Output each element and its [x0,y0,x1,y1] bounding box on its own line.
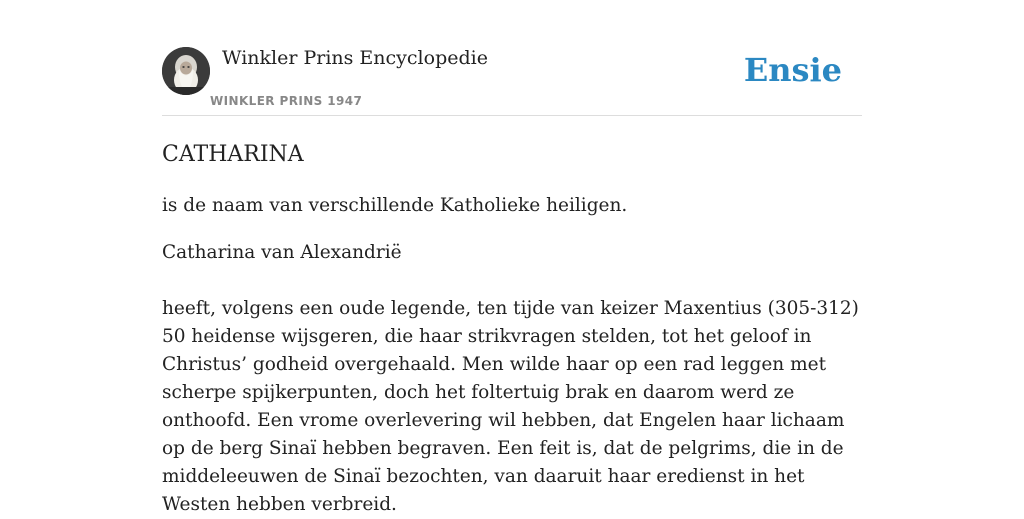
portrait-image [162,47,210,95]
article-intro: is de naam van verschillende Katholieke heiligen. [162,195,628,216]
article-title: CATHARINA [162,142,304,167]
edition-label[interactable]: WINKLER PRINS 1947 [210,94,363,108]
author-avatar[interactable] [162,47,210,95]
brand-logo[interactable]: Ensie [743,51,842,89]
article-body: heeft, volgens een oude legende, ten tijde van keizer Maxentius (305-312) 50 heidense wijsgeren, die haar strikvragen stelden, tot het geloof in Christus’ godheid overgehaald. Men wilde haar op een rad leggen met scherpe spijkerpunten, doch het foltertuig brak en daarom werd ze onthoofd. Een vrome overlevering wil hebben, dat Engelen haar lichaam op de berg Sinaï hebben begraven. Een feit is, dat de pelgrims, die in de middeleeuwen de Sinaï bezochten, van daaruit haar eredienst in het Westen hebben verbreid. [162,298,859,515]
page-header [162,0,862,116]
article-subheading: Catharina van Alexandrië [162,242,402,263]
page-container [162,0,862,515]
site-name[interactable]: Winkler Prins Encyclopedie [222,47,488,69]
